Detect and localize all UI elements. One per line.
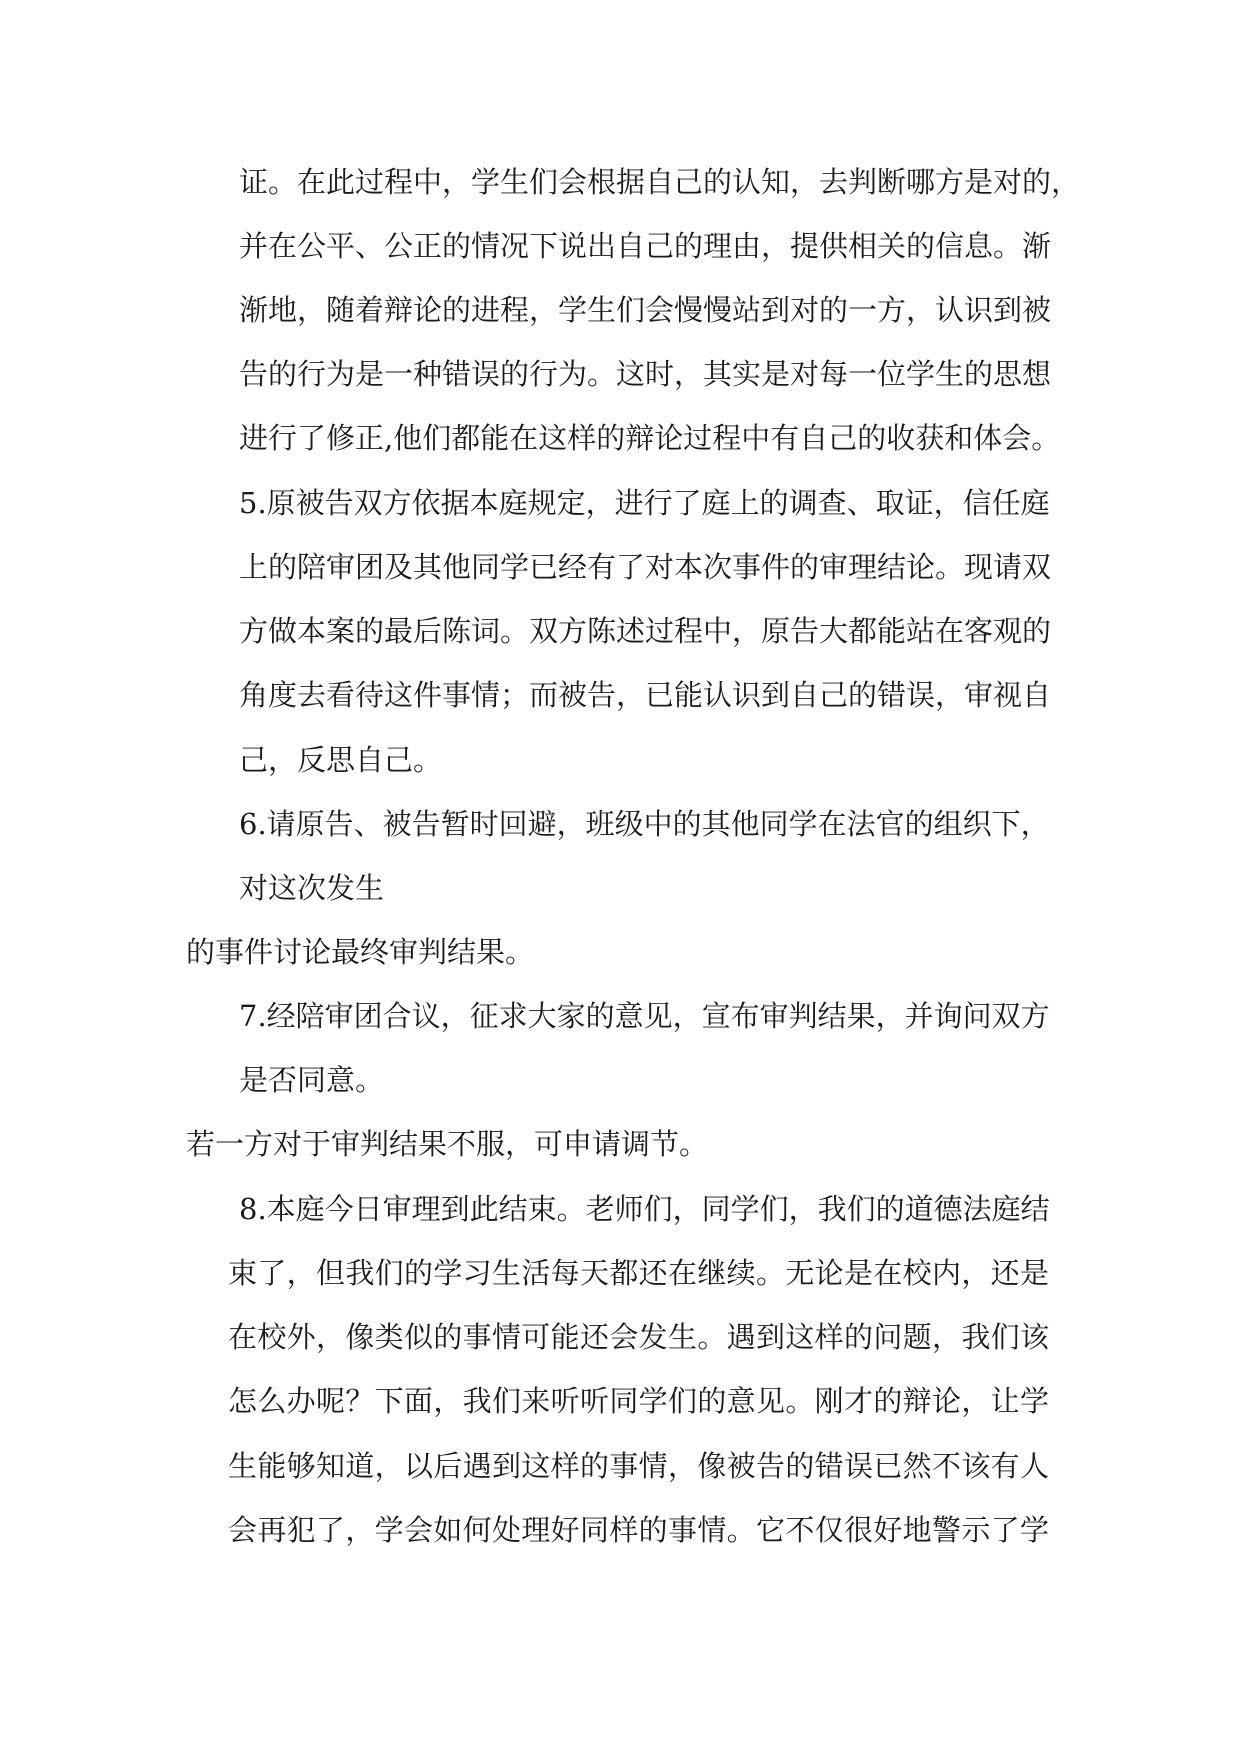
text-line: 上的陪审团及其他同学已经有了对本次事件的审理结论。现请双: [239, 550, 1052, 584]
text-line: 己，反思自己。: [239, 743, 443, 777]
text-line: 渐地，随着辩论的进程，学生们会慢慢站到对的一方，认识到被: [239, 293, 1052, 327]
text-line: 告的行为是一种错误的行为。这时，其实是对每一位学生的思想: [239, 357, 1052, 391]
text-line: 7.经陪审团合议，征求大家的意见，宣布审判结果，并询问双方: [239, 999, 1050, 1033]
text-line: 进行了修正,他们都能在这样的辩论过程中有自己的收获和体会。: [239, 421, 1061, 455]
text-line: 6.请原告、被告暂时回避，班级中的其他同学在法官的组织下，: [239, 807, 1050, 841]
text-line: 在校外，像类似的事情可能还会发生。遇到这样的问题，我们该: [228, 1320, 1049, 1354]
text-line: 并在公平、公正的情况下说出自己的理由，提供相关的信息。渐: [239, 229, 1052, 263]
text-line: 束了，但我们的学习生活每天都还在继续。无论是在校内，还是: [228, 1256, 1049, 1290]
text-line: 若一方对于审判结果不服，可申请调节。: [186, 1127, 709, 1161]
text-line: 生能够知道，以后遇到这样的事情，像被告的错误已然不该有人: [228, 1449, 1049, 1483]
text-line: 角度去看待这件事情；而被告，已能认识到自己的错误，审视自: [239, 678, 1052, 712]
text-line: 怎么办呢？下面，我们来听听同学们的意见。刚才的辩论，让学: [228, 1384, 1049, 1418]
text-line: 5.原被告双方依据本庭规定，进行了庭上的调查、取证，信任庭: [239, 486, 1050, 520]
text-line: 的事件讨论最终审判结果。: [186, 935, 535, 969]
text-line: 会再犯了，学会如何处理好同样的事情。它不仅很好地警示了学: [228, 1513, 1049, 1547]
text-line: 方做本案的最后陈词。双方陈述过程中，原告大都能站在客观的: [239, 614, 1052, 648]
text-line: 8.本庭今日审理到此结束。老师们，同学们，我们的道德法庭结: [239, 1192, 1050, 1226]
text-line: 对这次发生: [239, 871, 385, 905]
text-line: 是否同意。: [239, 1063, 385, 1097]
text-line: 证。在此过程中，学生们会根据自己的认知，去判断哪方是对的，: [239, 165, 1081, 199]
